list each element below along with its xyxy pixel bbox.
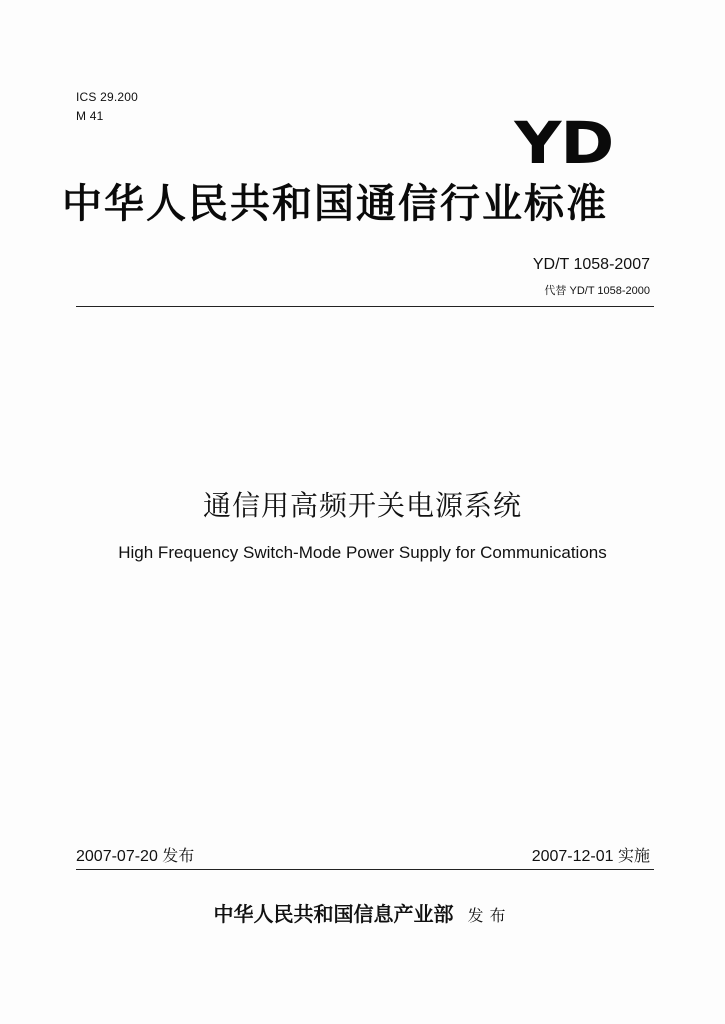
issuer-name: 中华人民共和国信息产业部 — [213, 902, 454, 926]
issue-date: 2007-07-20 发布 — [76, 848, 195, 865]
effective-date: 2007-12-01 实施 — [531, 848, 650, 865]
document-title-chinese: 通信用高频开关电源系统 — [202, 489, 522, 522]
standard-category-title: 中华人民共和国通信行业标准 — [62, 181, 608, 227]
classification-codes — [76, 88, 138, 126]
replaces-standard: 代替 YD/T 1058-2000 — [544, 285, 650, 297]
ccs-code: M 41 — [76, 109, 104, 123]
ics-code: ICS 29.200 — [76, 90, 139, 104]
document-title-english: High Frequency Switch-Mode Power Supply for Communications — [118, 543, 607, 562]
issuer-action: 发布 — [467, 906, 512, 925]
top-divider — [76, 306, 654, 307]
yd-logo: YD — [514, 109, 613, 177]
issuer-line — [0, 899, 725, 931]
bottom-divider — [76, 869, 654, 870]
standard-number: YD/T 1058-2007 — [532, 256, 650, 273]
